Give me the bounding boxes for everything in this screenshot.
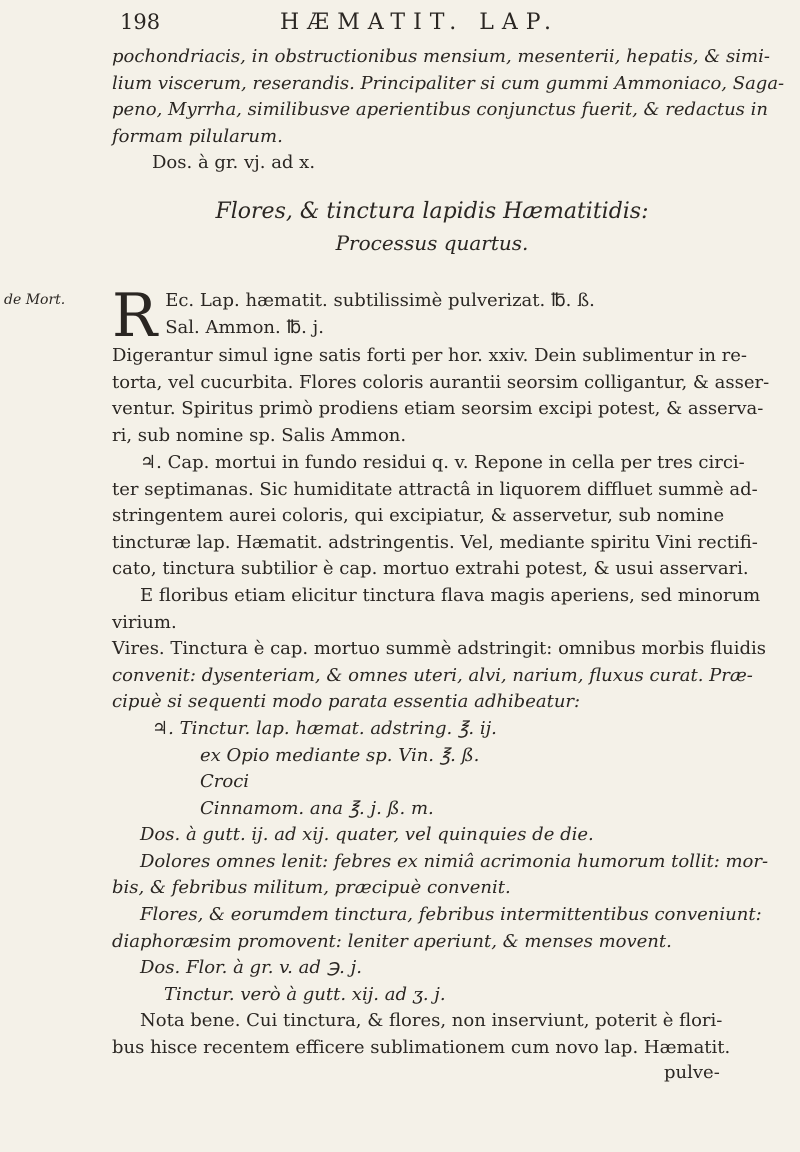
formula-line: Croci xyxy=(200,771,250,792)
drop-cap: R xyxy=(112,281,158,351)
dosage-line: Dos. à gr. vj. ad x. xyxy=(152,152,316,173)
text-line: formam pilularum. xyxy=(112,125,283,147)
running-title: HÆMATIT. LAP. xyxy=(280,10,560,35)
formula-line: ex Opio mediante sp. Vin. ℥. ß. xyxy=(200,744,480,766)
dosage-block xyxy=(112,822,769,902)
text-line: Dos. à gutt. ij. ad xij. quater, vel quinquies de die. xyxy=(140,824,594,845)
running-header xyxy=(100,10,740,42)
text-line: convenit: dysenteriam, & omnes uteri, alvi, narium, fluxus curat. Præ- xyxy=(112,664,753,686)
text-line: bus hisce recentem efficere sublimationem cum novo lap. Hæmatit. xyxy=(112,1036,731,1058)
text-line: bis, & febribus militum, præcipuè convenit. xyxy=(112,877,511,898)
text-line: lium viscerum, reserandis. Principaliter si cum gummi Ammoniaco, Saga- xyxy=(112,72,785,94)
text-line: ri, sub nomine sp. Salis Ammon. xyxy=(112,424,407,446)
text-line: tincturæ lap. Hæmatit. adstringentis. Vel, mediante spiritu Vini rectifi- xyxy=(112,531,758,553)
text-line: ter septimanas. Sic humiditate attractâ in liquorem diffluet summè ad- xyxy=(112,478,758,500)
text-line: Tinctur. verò à gutt. xij. ad ʒ. j. xyxy=(164,983,446,1005)
paragraph-flores xyxy=(112,583,761,636)
dosage-block-2 xyxy=(112,955,752,1008)
nota-block xyxy=(112,1008,752,1061)
formula-line: ♃. Tinctur. lap. hæmat. adstring. ℥. ij. xyxy=(152,718,497,739)
text-line: Flores, & eorumdem tinctura, febribus intermittentibus conveniunt: xyxy=(140,904,762,925)
section-subtitle: Processus quartus. xyxy=(335,231,529,255)
recipe-block xyxy=(112,281,752,351)
formula-block xyxy=(112,716,752,822)
text-line: Vires. Tinctura è cap. mortuo summè adstringit: omnibus morbis fluidis xyxy=(112,638,767,659)
margin-note: de Mort. xyxy=(4,292,66,308)
text-line: cipuè si sequenti modo parata essentia adhibeatur: xyxy=(112,691,581,712)
text-line: Digerantur simul igne satis forti per hor. xxiv. Dein sublimentur in re- xyxy=(112,345,747,366)
text-line: torta, vel cucurbita. Flores coloris aurantii seorsim colligantur, & asser- xyxy=(112,371,770,393)
text-line: ♃. Cap. mortui in fundo residui q. v. Repone in cella per tres circi- xyxy=(140,452,745,473)
opening-text xyxy=(112,44,785,177)
text-line: Dos. Flor. à gr. v. ad ℈. j. xyxy=(140,957,362,978)
paragraph-digestion xyxy=(112,343,770,449)
text-line: Dolores omnes lenit: febres ex nimiâ acrimonia humorum tollit: mor- xyxy=(140,850,769,872)
paragraph-tincture xyxy=(112,450,758,583)
catchword: pulve- xyxy=(664,1062,720,1083)
text-line: ventur. Spiritus primò prodiens etiam seorsim excipi potest, & asserva- xyxy=(112,398,764,419)
text-line: peno, Myrrha, similibusve aperientibus conjunctus fuerit, & redactus in xyxy=(112,99,768,120)
recipe-line: Sal. Ammon. ℔. j. xyxy=(165,316,324,338)
section-heading xyxy=(112,196,752,258)
recipe-line: Ec. Lap. hæmatit. subtilissimè pulverizat. ℔. ß. xyxy=(165,290,595,311)
text-line: pochondriacis, in obstructionibus mensium, mesenterii, hepatis, & simi- xyxy=(112,46,770,67)
text-line: Nota bene. Cui tinctura, & flores, non inserviunt, poterit è flori- xyxy=(140,1010,723,1031)
formula-line: Cinnamom. ana ℥. j. ß. m. xyxy=(200,797,434,819)
paragraph-vires xyxy=(112,636,767,716)
text-line: cato, tinctura subtilior è cap. mortuo extrahi potest, & usui asservari. xyxy=(112,558,749,579)
section-title: Flores, & tinctura lapidis Hæmatitidis: xyxy=(215,199,649,224)
text-line: diaphoræsim promovent: leniter aperiunt, & menses movent. xyxy=(112,930,672,952)
page-number: 198 xyxy=(120,10,161,34)
text-line: E floribus etiam elicitur tinctura flava magis aperiens, sed minorum xyxy=(140,585,761,606)
flores-block xyxy=(112,902,762,955)
text-line: virium. xyxy=(112,611,177,633)
text-line: stringentem aurei coloris, qui excipiatur, & asservetur, sub nomine xyxy=(112,505,725,526)
